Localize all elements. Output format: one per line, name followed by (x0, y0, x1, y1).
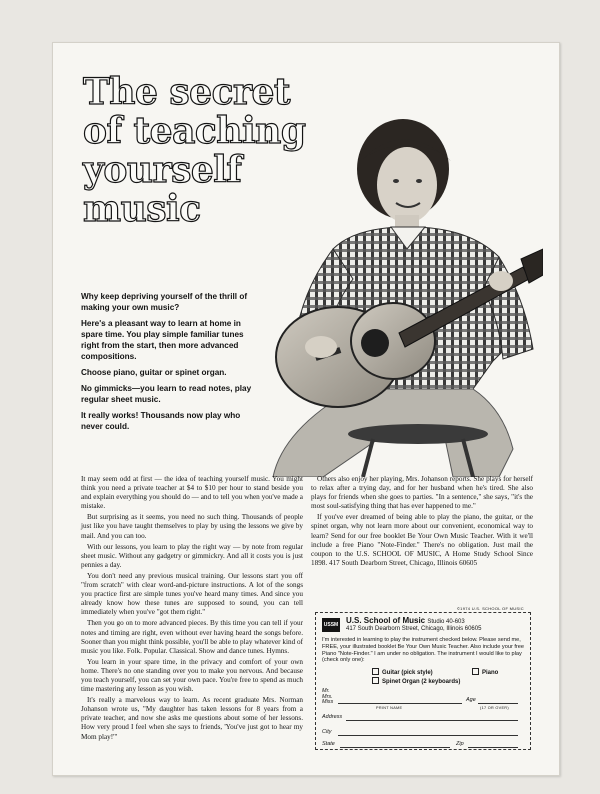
body-paragraph: You learn in your spare time, in the privacy and comfort of your own home. There's no one standing over you to make you nervous. And because you teach yourself, you can set your own pace. You're free to spend as much time mastering any lesson as you wish. (81, 657, 303, 694)
option-label: Piano (482, 670, 499, 676)
name-label: Mr. Mrs. Miss (322, 688, 334, 706)
intro-copy (81, 291, 253, 437)
checkbox[interactable] (472, 668, 479, 675)
intro-paragraph: Why keep depriving yourself of the thrill of making your own music? (81, 292, 248, 312)
body-paragraph: Others also enjoy her playing, Mrs. Johanson reports. She plays for herself to relax after a trying day, and for her husband when he's tired. She also plays for friends when she goes to parties. "In a sentence," she says, "it's the most soul-satisfying thing that has ever happened to me." (311, 475, 533, 511)
checkbox[interactable] (372, 668, 379, 675)
guitarist-photo (203, 89, 543, 477)
school-name (346, 617, 465, 626)
body-paragraph: It's really a marvelous way to learn. As recent graduate Mrs. Norman Johanson wrote us, "My daughter has taken lessons for 8 years from a private teacher, and now she asks me questions about some of her lessons. How very proud I feel when she says to friends, 'You've just got to hear my Mom play!'" (81, 696, 303, 741)
body-column-left (81, 475, 303, 744)
age-label: Age (466, 697, 476, 703)
magazine-page (52, 42, 560, 776)
zip-label: Zip (456, 741, 464, 747)
intro-paragraph: No gimmicks—you learn to read notes, play regular sheet music. (81, 384, 252, 404)
state-field[interactable] (340, 747, 450, 748)
age-field[interactable] (478, 703, 518, 704)
address-field[interactable] (346, 720, 518, 721)
option-spinet-organ[interactable] (372, 677, 460, 686)
body-paragraph: With our lessons, you learn to play the right way — by note from regular sheet music. Without any gadgetry or gimmickry. And all it costs you is just pennies a day. (81, 542, 303, 569)
body-paragraph: It may seem odd at first — the idea of teaching yourself music. You might think you need a private teacher at $4 to $10 per hour to stand beside you and explain everything you should do — and to tell you when you've made a mistake. (81, 475, 303, 511)
body-paragraph: But surprising as it seems, you need no such thing. Thousands of people just like you have taught themselves to play by using the lessons we give by mail. And you can too. (81, 513, 303, 540)
option-guitar[interactable] (372, 668, 433, 677)
studio-number: Studio 40-603 (427, 619, 465, 625)
body-paragraph: Then you go on to more advanced pieces. By this time you can tell if your notes and timing are right, even without ever having heard the songs before. Sooner than you might think possible, you'll be able to play whatever kind of music you like. Folk. Popular. Classical. Show and dance tunes. Hymns. (81, 619, 303, 655)
city-field[interactable] (338, 735, 518, 736)
copyright-line: ©1974 U.S. SCHOOL OF MUSIC (456, 606, 524, 611)
print-name-caption: PRINT NAME (376, 706, 403, 710)
headline: The secret of teaching yourself music (83, 71, 306, 230)
intro-paragraph: Here's a pleasant way to learn at home in spare time. You play simple familiar tunes right from the start, then more advanced compositions. (81, 319, 244, 361)
mail-coupon (315, 606, 531, 750)
coupon-offer-text: I'm interested in learning to play the instrument checked below. Please send me, FREE, your illustrated booklet Be Your Own Music Teacher. Also include your free Piano "Note-Finder." I am under no obligation. The instrument I would like to play (check only one): (322, 637, 524, 664)
checkbox[interactable] (372, 677, 379, 684)
city-label: City (322, 729, 332, 735)
school-name-text: U.S. School of Music (346, 616, 426, 625)
address-label: Address (322, 714, 343, 720)
name-field[interactable] (338, 703, 462, 704)
body-paragraph: You don't need any previous musical training. Our lessons start you off "from scratch" with clear word-and-picture instructions. A lot of the songs you practice first are simple tunes you've heard many times. And since you already know how these tunes are supposed to sound, you can tell immediately when you've "got them right." (81, 571, 303, 617)
school-logo: USSM (322, 618, 340, 632)
zip-field[interactable] (468, 747, 518, 748)
intro-paragraph: It really works! Thousands now play who never could. (81, 411, 241, 431)
option-piano[interactable] (472, 668, 498, 677)
body-paragraph: If you've ever dreamed of being able to play the piano, the guitar, or the spinet organ, why not learn more about our convenient, economical way to learn? Send for our free booklet Be Your Own Music Teacher. With it we'll include a free Piano "Note-Finder." There's no obligation. Just mail the coupon to the U.S. SCHOOL OF MUSIC, A Home Study School Since 1898. 417 South Dearborn Street, Chicago, Illinois 60605 (311, 513, 533, 567)
state-label: State (322, 741, 335, 747)
intro-paragraph: Choose piano, guitar or spinet organ. (81, 368, 227, 377)
option-label: Spinet Organ (2 keyboards) (382, 679, 461, 685)
school-address: 417 South Dearborn Street, Chicago, Illinois 60605 (346, 626, 482, 632)
option-label: Guitar (pick style) (382, 670, 433, 676)
body-column-right (311, 475, 533, 570)
age-caption: (17 OR OVER) (480, 706, 509, 710)
